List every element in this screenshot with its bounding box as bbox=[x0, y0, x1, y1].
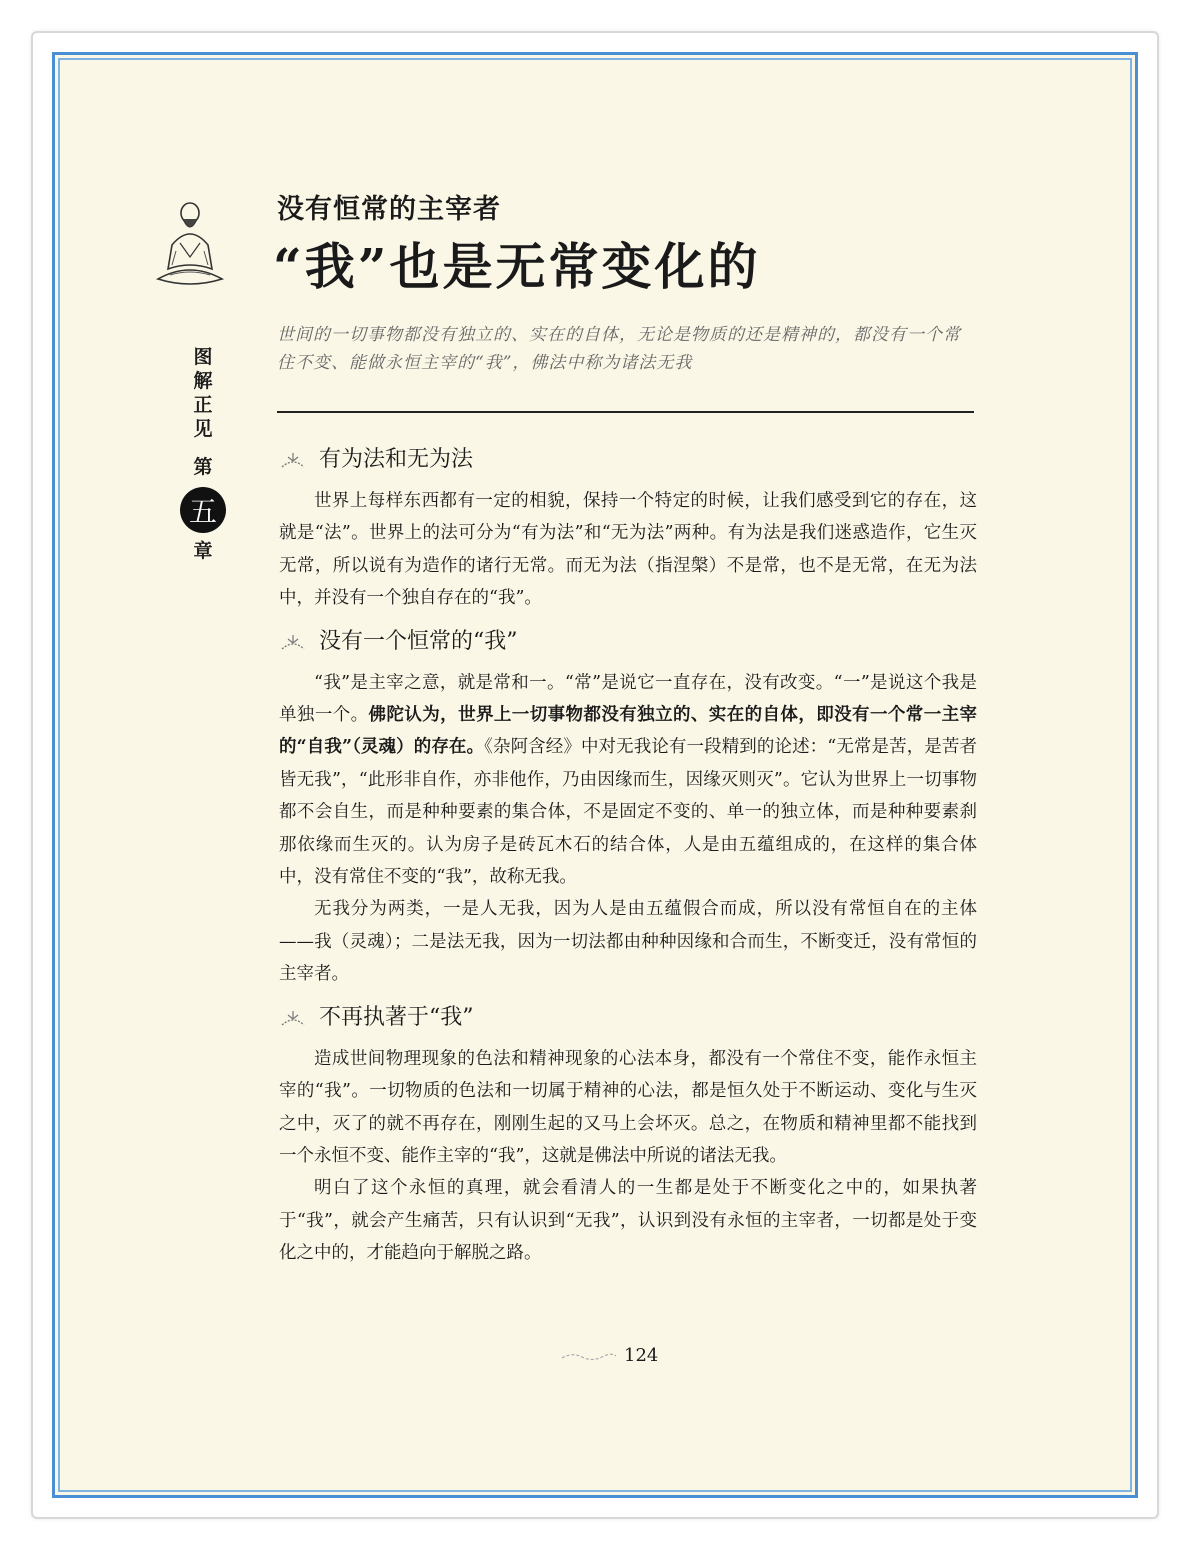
paragraph bbox=[279, 485, 977, 615]
paragraph-text: 明白了这个永恒的真理，就会看清人的一生都是处于不断变化之中的，如果执著于“我”，就会产生痛苦，只有认识到“无我”，认识到没有永恒的主宰者，一切都是处于变化之中的，才能趋向于解脱之路。 bbox=[279, 1178, 977, 1264]
side-zhang: 章 bbox=[193, 540, 213, 562]
paragraph bbox=[279, 893, 977, 990]
section-heading-text: 有为法和无为法 bbox=[319, 447, 474, 472]
paragraph-text: “我”是主宰之意，就是常和一。“常”是说它一直存在，没有改变。“一”是说这个我是单独一个。 bbox=[279, 672, 977, 726]
section-heading bbox=[279, 627, 977, 657]
page-footer bbox=[560, 1345, 658, 1366]
chapter-number-badge: 五 bbox=[180, 487, 226, 533]
paragraph bbox=[279, 1043, 977, 1173]
chapter-side-label bbox=[183, 345, 223, 563]
paragraph-text: 无我分为两类，一是人无我，因为人是由五蕴假合而成，所以没有常恒自在的主体——我（灵魂）；二是法无我，因为一切法都由种种因缘和合而生，不断变迁，没有常恒的主宰者。 bbox=[279, 899, 977, 985]
paragraph-text: 世界上每样东西都有一定的相貌，保持一个特定的时候，让我们感受到它的存在，这就是“法”。世界上的法可分为“有为法”和“无为法”两种。有为法是我们迷惑造作，它生灭无常，所以说有为造作的诸行无常。而无为法（指涅槃）不是常，也不是无常，在无为法中，并没有一个独自存在的“我”。 bbox=[279, 491, 977, 609]
page-number: 124 bbox=[624, 1345, 659, 1366]
article-body bbox=[279, 445, 977, 1282]
paragraph-text: 《杂阿含经》中对无我论有一段精到的论述：“无常是苦，是苦者皆无我”，“此形非自作，亦非他作，乃由因缘而生，因缘灭则灭”。它认为世界上一切事物都不会自生，而是种种要素的集合体，不是固定不变的、单一的独立体，而是种种要素刹那依缘而生灭的。认为房子是砖瓦木石的结合体，人是由五蕴组成的，在这样的集合体中，没有常住不变的“我”，故称无我。 bbox=[279, 737, 977, 888]
lotus-ornament-icon bbox=[279, 631, 307, 653]
section bbox=[279, 445, 977, 615]
divider bbox=[277, 411, 974, 413]
section-heading bbox=[279, 1003, 977, 1033]
section-heading bbox=[279, 445, 977, 475]
footer-ornament-icon bbox=[560, 1349, 618, 1363]
side-char: 见 bbox=[193, 418, 213, 440]
side-char: 图 bbox=[193, 346, 213, 368]
section-heading-text: 没有一个恒常的“我” bbox=[319, 628, 518, 654]
section-heading-text: 不再执著于“我” bbox=[319, 1004, 474, 1030]
section bbox=[279, 627, 977, 991]
intro-text: 世间的一切事物都没有独立的、实在的自体，无论是物质的还是精神的，都没有一个常住不变、能做永恒主宰的“我”，佛法中称为诸法无我 bbox=[277, 325, 961, 373]
section bbox=[279, 1003, 977, 1270]
side-char: 正 bbox=[193, 394, 213, 416]
lotus-ornament-icon bbox=[279, 1007, 307, 1029]
book-page bbox=[52, 52, 1138, 1498]
monk-illustration-icon bbox=[150, 195, 230, 291]
side-di: 第 bbox=[193, 456, 213, 478]
paragraph-text: 造成世间物理现象的色法和精神现象的心法本身，都没有一个常住不变，能作永恒主宰的“我”。一切物质的色法和一切属于精神的心法，都是恒久处于不断运动、变化与生灭之中，灭了的就不再存在，刚刚生起的又马上会坏灭。总之，在物质和精神里都不能找到一个永恒不变、能作主宰的“我”，这就是佛法中所说的诸法无我。 bbox=[279, 1048, 977, 1166]
page-subtitle: 没有恒常的主宰者 bbox=[277, 194, 501, 225]
paragraph-bold-text: 佛陀认为，世界上一切事物都没有独立的、实在的自体，即没有一个常一主宰的“自我”（灵魂）的存在。 bbox=[279, 705, 978, 758]
paragraph bbox=[279, 1172, 977, 1269]
page-title: “我”也是无常变化的 bbox=[273, 237, 761, 296]
lotus-ornament-icon bbox=[279, 449, 307, 471]
side-char: 解 bbox=[193, 370, 213, 392]
paragraph bbox=[279, 667, 977, 894]
